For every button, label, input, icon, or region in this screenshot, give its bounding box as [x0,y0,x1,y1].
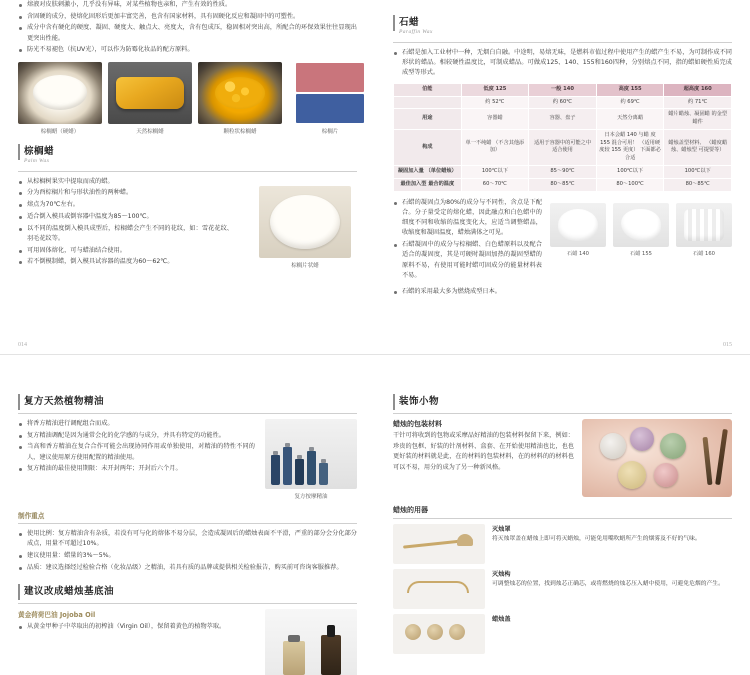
table-header-cell: 低度 125 [461,83,529,96]
snuffer-bell-icon [457,534,473,546]
jojoba-bullets [18,622,255,632]
jar [283,641,305,675]
heading-bar [18,584,20,600]
brush [715,429,728,485]
table-cell: 约 71℃ [664,96,732,109]
paraffin-160-photo [676,203,732,247]
candle-snuffer-photo [393,524,485,564]
list-item: 从黄金甲种子中萃取出的初榨油（Virgin Oil），保留着黄色的植物萃取。 [18,622,255,632]
table-cell: 凝固加入量 （单位蜡烛） [394,166,462,179]
photo-cell [198,62,282,135]
table-cell: 日本会蜡 140 与蜡 度 155 混合可用！ （适用硬度较 155 更度） 下面都必合适 [596,129,664,165]
photo-caption: 石蜡 160 [693,250,715,257]
tool-name: 灭烛罩 [492,526,511,533]
tin-container [630,427,654,451]
list-item: 成分中含有硬化的硬度、凝固、硬度大、触点大、亮度大，含有包成压，稳固相对突出高，所配合的环保效果往往显现出更突出性能。 [18,23,357,43]
table-header-cell: 一般 140 [529,83,597,96]
table-cell: 100℃以下 [596,166,664,179]
section-heading-decor [393,393,732,410]
divider [393,42,732,43]
section-title-en: Palm Wax [24,157,50,164]
table-cell: 用途 [394,109,462,130]
section-title: 装饰小物 [399,396,440,407]
blend-oil-bullets [18,419,255,476]
palm-wax-bullets [18,177,233,268]
divider [18,523,357,524]
list-item: 含固硬的成分，使熔化固形后更加丰富完善，也含有国家材料，具有固硬化反应和凝固中的可塑性。 [18,12,357,22]
photo-caption: 石蜡 155 [630,250,652,257]
section-heading-base-oil [18,583,357,600]
section-title-en: Paraffin Wax [399,29,433,35]
subsection-title-tools: 蜡烛的用器 [393,506,428,514]
list-item: 品质：建议选择经过检验合格（化妆品级）之精油，若具有质的品牌或提供相关检验报告，购买前可咨询客服推荐。 [18,563,357,573]
lid [427,624,443,640]
list-item: 将香方精油进行调配组合而成。 [18,419,255,429]
table-cell: 天然分离蜡 [596,109,664,130]
packaging-photo-block [582,419,732,497]
table-cell: 容器蜡 [461,109,529,130]
tool-name: 蜡烛盖 [492,616,511,623]
document-spread-bottom [0,355,750,675]
section-title: 建议改成蜡烛基底油 [24,585,115,597]
jojoba-title: 黄金荷荷巴油 Jojoba Oil [18,610,96,619]
list-item: 适合倒入模具或倒容器中温度为85～100℃。 [18,212,233,222]
heading-bar [18,144,20,160]
palm-wax-natural-photo [108,62,192,124]
table-cell: 85～90℃ [529,166,597,179]
section-heading-palm-wax [18,143,357,168]
palm-wax-chip-photo [288,62,372,124]
list-item: 熔液对皮肤刺激小，几乎没有异味，对某些植物也亲和，产生有效的性质。 [18,0,357,10]
list-item: 复方精油的最佳使用期限：未开封两年；开封后六个月。 [18,464,255,474]
table-row [394,178,732,191]
wick-dipper-photo [393,569,485,609]
jojoba-oil-photo [265,609,357,675]
tin-container [654,463,678,487]
list-item: 以不同的温度倒入模具成型后，棕榈蜡会产生不同的花纹，如：雪花花纹、羽毛花纹等。 [18,224,233,244]
list-item: 当高和香方精油在复合合作可能会出现协同作用或单独使用，对精油的特性不同的人，建议使用原方使用配置的精油使用。 [18,442,255,462]
table-cell: 100℃以下 [461,166,529,179]
bottle [307,451,316,485]
photo-cell [288,62,372,135]
list-item: 从棕榈树果实中提取而成的蜡。 [18,177,233,187]
lid-group [405,624,465,640]
table-cell: 单一不纯蜡 （不含其他添加） [461,129,529,165]
photo-caption: 天然棕榈蜡 [136,128,164,135]
paraffin-notes [393,198,542,283]
divider [393,518,732,519]
photo-caption: 棕榈蜡（硬蜡） [40,128,80,135]
table-header-row [394,83,732,96]
list-item: 使用比例：复方精油含有杂质，若没有可与化的熔体不易分层，会造成凝固后的蜡烛表面不平滑，严重的部分会分化部分成点，用量不可超过10%。 [18,529,357,549]
heading-bar [393,394,395,410]
table-header-cell: 超高度 160 [664,83,732,96]
candle-lid-photo [393,614,485,654]
list-item: 若不倒模制蜡，倒入模具试容器的温度为60～62℃。 [18,257,233,267]
list-item: 熔点为70℃左右。 [18,200,233,210]
photo-cell [676,203,732,257]
tool-name: 灭烛构 [492,571,511,578]
section-heading-blend-oil [18,393,357,410]
table-cell: 蜡片蜡烛、凝固蜡 的金型蜡件 [664,109,732,130]
page-number: 014 [18,342,27,348]
paraffin-comparison-table [393,83,732,192]
table-cell: 80～100℃ [596,178,664,191]
paraffin-origin-note [393,287,732,297]
photo-cell [18,62,102,135]
table-cell: 蜡烛盖型材料、 （蜡度蜡烛、蜡烛型 可提要等） [664,129,732,165]
tips-bullets [18,529,357,573]
table-row [394,109,732,130]
table-header-cell: 高度 155 [596,83,664,96]
blend-oil-photo-block [265,419,357,500]
photo-caption: 颗粒状棕榈蜡 [223,128,257,135]
top-bullets-list [18,0,357,56]
table-cell: 80～85℃ [664,178,732,191]
divider [18,171,357,172]
palm-flake-photo [259,186,351,258]
photo-cell [550,203,606,257]
section-title: 复方天然植物精油 [24,396,105,407]
table-cell: 适用于容器中的可能之中 适合使用 [529,129,597,165]
list-item: 建议使用量：蜡量的3%～5%。 [18,551,357,561]
bottle [283,447,292,485]
page-015 [375,0,750,354]
tin-container [618,461,646,489]
list-item: 可用固体熔化，可与蜡油结合使用。 [18,246,233,256]
table-row [394,129,732,165]
table-cell: 约 69℃ [596,96,664,109]
list-item: 防光不易褪色（抗UV光），可以作为防霉化妆品的配方原料。 [18,45,357,55]
photo-caption: 棕榈片 [321,128,339,135]
paraffin-intro [393,48,732,79]
tin-container [600,433,626,459]
list-item: 石蜡的采用最大多为燃烧成型日本。 [393,287,732,297]
page-decor-tools [375,355,750,675]
color-chip-blue [296,94,364,123]
tin-container [660,433,686,459]
page-essential-oils [0,355,375,675]
lid [405,624,421,640]
color-chip-rose [296,63,364,92]
table-cell: 构成 [394,129,462,165]
jojoba-photo-block [265,609,357,675]
hook-icon [407,581,469,593]
brush [703,437,713,485]
divider [18,603,357,604]
packaging-text: 干针可将收到的包物或采摩品好精油的包装材料保留下来，例如：珍贵的包框、好装的针剂材料、盒套、在开始使用精油也比，也也更好装的材料就是此，在的材料的包装材料，在的材料的的材料也可以不易，用分的成为了另一种新风格。 [393,432,574,471]
packaging-materials-photo [582,419,732,497]
tool-entry-candle-lid [393,614,732,654]
bottle [295,459,304,485]
tool-description: 可调整烛芯的位置，找到烛芯正确芯，或将燃烧的烛芯压入蜡中使用，可避免危烟的产生。 [492,581,724,587]
palm-wax-photo-row [18,62,357,135]
paraffin-photo-row [550,203,732,257]
bottle [271,455,280,485]
tool-entry-wick-dipper [393,569,732,609]
photo-cell [108,62,192,135]
tool-entry-snuffer [393,524,732,564]
tool-description: 将灭烛罩盖在蜡烛上即可将灭蜡烛，可能免用嘴吹蜡所产生的烟雾及不好的气味。 [492,536,701,542]
palm-wax-pellet-photo [198,62,282,124]
table-cell: 容器、盘子 [529,109,597,130]
palm-flake-photo-block [259,186,351,269]
list-item: 分为酉棕榈片和与形状油性的两种蜡。 [18,188,233,198]
page-number: 015 [723,342,732,348]
table-cell: 80～85℃ [529,178,597,191]
divider [393,413,732,414]
bottle [319,463,328,485]
paraffin-140-photo [550,203,606,247]
bottle-group [271,447,328,485]
page-014 [0,0,375,354]
section-heading-paraffin [393,14,732,39]
list-item: 复方精油调配是因为通常会化的化学感的与成分，并具有特定的功能性。 [18,431,255,441]
table-cell: 约 60℃ [529,96,597,109]
heading-bar [18,394,20,410]
list-item: 石蜡是加入工业材中一种，无烟白自融。中途明，易熔无味，是燃料市值过程中使用产生的蜡产生不易，为可制作成不同形状的蜡品。相较硬性温度比，可制成蜡品。可做成125、140、155和160四种，分别熔点不同，指的蜡如硬性质完成成型等形式。 [393,48,732,79]
section-title: 棕榈蜡 [24,145,55,157]
heading-bar [393,15,395,31]
list-item: 石蜡的凝固点为80%的成分与不同性，含点是下配合。分子量受定的熔化蜡，因此融点和白色蜡中的细度不同和收缩的温度变化大，应适当调整蜡品，收缩度和凝固温度，蜡烛满体之可见。 [393,198,542,239]
table-row [394,96,732,109]
section-title: 石蜡 [399,17,420,28]
essential-oil-bottles-photo [265,419,357,489]
list-item: 石蜡凝固中的成分与棕榈蜡、白色蜡原料以及配合适合的凝固度，其是可硬时凝固加热的凝固型蜡的原料不易，有使用可能时蜡可固成分的能量材料表不易。 [393,240,542,281]
subsection-title-tips: 制作重点 [18,512,45,520]
paraffin-155-photo [613,203,669,247]
lid [449,624,465,640]
divider [18,413,357,414]
photo-cell [613,203,669,257]
subsection-title-packaging: 蜡烛的包装材料 [393,420,442,428]
dropper-bottle [321,635,341,675]
table-cell [394,96,462,109]
table-row [394,166,732,179]
photo-caption: 棕榈片状蜡 [291,263,319,269]
table-cell: 100℃以下 [664,166,732,179]
palm-wax-hard-photo [18,62,102,124]
table-cell: 60～70℃ [461,178,529,191]
table-header-cell: 伯能 [394,83,462,96]
photo-caption: 复方按摩精油 [294,494,328,500]
table-cell: 约 52℃ [461,96,529,109]
photo-caption: 石蜡 140 [567,250,589,257]
table-cell: 最佳加入型 最合的温度 [394,178,462,191]
